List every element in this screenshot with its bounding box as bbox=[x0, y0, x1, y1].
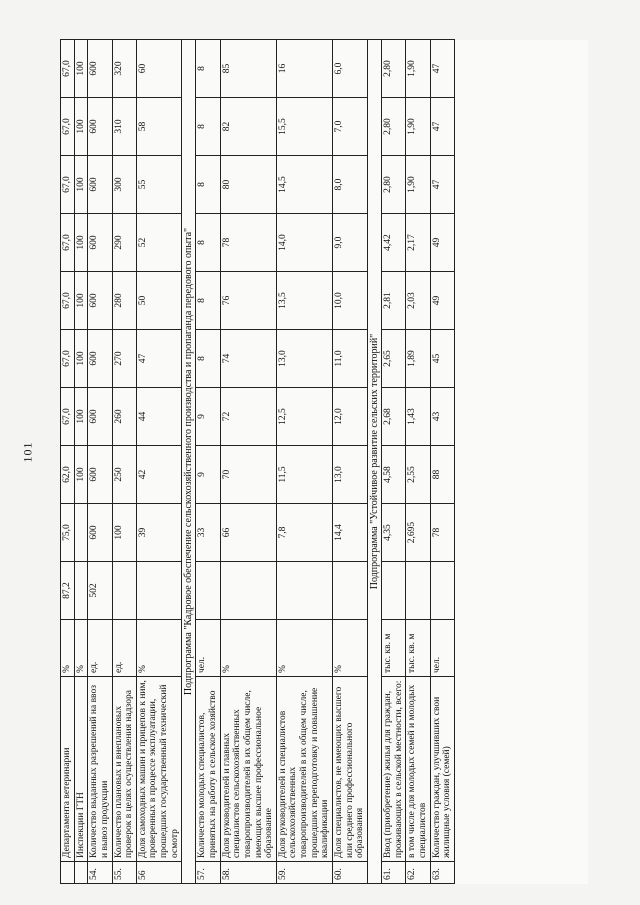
value-cell: 8 bbox=[196, 156, 220, 214]
indicator-name: Количество молодых специалистов, принятых на работу в сельское хозяйство bbox=[196, 677, 220, 862]
row-number: 55. bbox=[112, 862, 136, 884]
value-cell: 270 bbox=[112, 330, 136, 388]
unit-cell: % bbox=[220, 620, 276, 677]
value-cell: 9,0 bbox=[332, 214, 367, 272]
row-number: 61. bbox=[382, 862, 406, 884]
value-cell bbox=[220, 562, 276, 620]
value-cell: 60 bbox=[136, 40, 182, 98]
value-cell: 70 bbox=[220, 446, 276, 504]
value-cell: 13,0 bbox=[332, 446, 367, 504]
value-cell: 52 bbox=[136, 214, 182, 272]
value-cell: 4,58 bbox=[382, 446, 406, 504]
row-number: 63. bbox=[430, 862, 454, 884]
unit-cell: % bbox=[332, 620, 367, 677]
row-number: 62. bbox=[406, 862, 430, 884]
value-cell: 80 bbox=[220, 156, 276, 214]
indicator-name: Доля самоходных машин и прицепов к ним, проверенных в процессе эксплуатации, прошедших государственный технический осмотр bbox=[136, 677, 182, 862]
value-cell: 85 bbox=[220, 40, 276, 98]
value-cell: 11,0 bbox=[332, 330, 367, 388]
value-cell: 100 bbox=[74, 40, 88, 98]
value-cell: 87,2 bbox=[61, 562, 75, 620]
value-cell: 310 bbox=[112, 98, 136, 156]
value-cell: 75,0 bbox=[61, 504, 75, 562]
value-cell: 250 bbox=[112, 446, 136, 504]
value-cell: 7,8 bbox=[276, 504, 332, 562]
value-cell: 43 bbox=[430, 388, 454, 446]
unit-cell: % bbox=[136, 620, 182, 677]
value-cell: 600 bbox=[88, 504, 112, 562]
value-cell: 300 bbox=[112, 156, 136, 214]
value-cell: 13,0 bbox=[276, 330, 332, 388]
value-cell: 12,0 bbox=[332, 388, 367, 446]
indicator-name: Доля специалистов, не имеющих высшего или среднего профессионального образования bbox=[332, 677, 367, 862]
unit-cell: чел. bbox=[196, 620, 220, 677]
value-cell: 10,0 bbox=[332, 272, 367, 330]
value-cell: 44 bbox=[136, 388, 182, 446]
subprogram-heading: Подпрограмма "Устойчивое развитие сельских территорий" bbox=[367, 40, 381, 884]
value-cell: 2,03 bbox=[406, 272, 430, 330]
value-cell: 100 bbox=[74, 388, 88, 446]
value-cell: 2,68 bbox=[382, 388, 406, 446]
row-number bbox=[61, 862, 75, 884]
value-cell: 88 bbox=[430, 446, 454, 504]
value-cell bbox=[332, 562, 367, 620]
value-cell: 47 bbox=[136, 330, 182, 388]
value-cell: 67,0 bbox=[61, 214, 75, 272]
value-cell: 9 bbox=[196, 388, 220, 446]
value-cell bbox=[196, 562, 220, 620]
indicator-name: Инспекции ГТН bbox=[74, 677, 88, 862]
value-cell: 8,0 bbox=[332, 156, 367, 214]
indicator-name: в том числе для молодых семей и молодых специалистов bbox=[406, 677, 430, 862]
value-cell: 100 bbox=[74, 98, 88, 156]
value-cell: 47 bbox=[430, 156, 454, 214]
value-cell: 14,4 bbox=[332, 504, 367, 562]
value-cell: 100 bbox=[74, 156, 88, 214]
value-cell: 600 bbox=[88, 272, 112, 330]
value-cell: 2,55 bbox=[406, 446, 430, 504]
value-cell: 74 bbox=[220, 330, 276, 388]
value-cell: 8 bbox=[196, 330, 220, 388]
value-cell: 2,65 bbox=[382, 330, 406, 388]
value-cell: 2,81 bbox=[382, 272, 406, 330]
value-cell: 67,0 bbox=[61, 40, 75, 98]
value-cell bbox=[74, 562, 88, 620]
value-cell: 67,0 bbox=[61, 98, 75, 156]
row-number: 60. bbox=[332, 862, 367, 884]
value-cell: 600 bbox=[88, 214, 112, 272]
value-cell: 67,0 bbox=[61, 330, 75, 388]
value-cell bbox=[406, 562, 430, 620]
value-cell: 49 bbox=[430, 272, 454, 330]
value-cell: 100 bbox=[74, 330, 88, 388]
value-cell: 2,695 bbox=[406, 504, 430, 562]
indicator-name: Доля руководителей и специалистов сельскохозяйственных товаропроизводителей в их общем числе, прошедших переподготовку и повышение квалификации bbox=[276, 677, 332, 862]
value-cell: 600 bbox=[88, 446, 112, 504]
unit-cell: тыс. кв. м bbox=[406, 620, 430, 677]
row-number bbox=[74, 862, 88, 884]
value-cell bbox=[136, 562, 182, 620]
table-row bbox=[112, 40, 136, 884]
table-row bbox=[382, 40, 406, 884]
subprogram-heading: Подпрограмма "Кадровое обеспечение сельскохозяйственного производства и пропаганда передового опыта" bbox=[182, 40, 196, 884]
value-cell: 47 bbox=[430, 40, 454, 98]
row-number: 58. bbox=[220, 862, 276, 884]
value-cell: 13,5 bbox=[276, 272, 332, 330]
value-cell: 78 bbox=[220, 214, 276, 272]
value-cell bbox=[382, 562, 406, 620]
value-cell: 47 bbox=[430, 98, 454, 156]
row-number: 56 bbox=[136, 862, 182, 884]
value-cell: 55 bbox=[136, 156, 182, 214]
value-cell: 50 bbox=[136, 272, 182, 330]
table-row bbox=[430, 40, 454, 884]
indicator-name: Ввод (приобретение) жилья для граждан, проживающих в сельской местности, всего: bbox=[382, 677, 406, 862]
unit-cell: чел. bbox=[430, 620, 454, 677]
value-cell: 100 bbox=[74, 272, 88, 330]
value-cell: 72 bbox=[220, 388, 276, 446]
value-cell: 600 bbox=[88, 156, 112, 214]
unit-cell: % bbox=[276, 620, 332, 677]
value-cell: 82 bbox=[220, 98, 276, 156]
value-cell: 11,5 bbox=[276, 446, 332, 504]
value-cell: 12,5 bbox=[276, 388, 332, 446]
value-cell bbox=[74, 504, 88, 562]
unit-cell: % bbox=[74, 620, 88, 677]
indicator-name: Количество граждан, улучшивших свои жилищные условия (семей) bbox=[430, 677, 454, 862]
value-cell: 62,0 bbox=[61, 446, 75, 504]
row-number: 59. bbox=[276, 862, 332, 884]
value-cell: 290 bbox=[112, 214, 136, 272]
value-cell: 100 bbox=[74, 214, 88, 272]
value-cell: 67,0 bbox=[61, 156, 75, 214]
unit-cell: тыс. кв. м bbox=[382, 620, 406, 677]
table-row bbox=[276, 40, 332, 884]
value-cell: 9 bbox=[196, 446, 220, 504]
value-cell: 1,90 bbox=[406, 156, 430, 214]
table-row bbox=[61, 40, 75, 884]
value-cell: 33 bbox=[196, 504, 220, 562]
value-cell: 16 bbox=[276, 40, 332, 98]
indicator-name: Доля руководителей и главных специалистов сельскохозяйственных товаропроизводителей в их общем числе, имеющих высшее профессиональное образование bbox=[220, 677, 276, 862]
value-cell: 1,43 bbox=[406, 388, 430, 446]
value-cell: 8 bbox=[196, 40, 220, 98]
page-number: 101 bbox=[20, 441, 35, 463]
indicators-table bbox=[60, 39, 455, 884]
value-cell: 7,0 bbox=[332, 98, 367, 156]
value-cell: 1,90 bbox=[406, 98, 430, 156]
value-cell: 42 bbox=[136, 446, 182, 504]
value-cell: 49 bbox=[430, 214, 454, 272]
indicator-name: Количество выданных разрешений на ввоз и вывоз продукции bbox=[88, 677, 112, 862]
value-cell bbox=[276, 562, 332, 620]
row-number: 57. bbox=[196, 862, 220, 884]
value-cell: 280 bbox=[112, 272, 136, 330]
unit-cell: ед. bbox=[88, 620, 112, 677]
rotated-table-page bbox=[60, 40, 588, 884]
table-row bbox=[196, 40, 220, 884]
value-cell: 8 bbox=[196, 98, 220, 156]
value-cell: 4,42 bbox=[382, 214, 406, 272]
value-cell: 2,80 bbox=[382, 98, 406, 156]
subprogram-row bbox=[367, 40, 381, 884]
indicator-name: Департамента ветеринарии bbox=[61, 677, 75, 862]
value-cell: 6,0 bbox=[332, 40, 367, 98]
table-row bbox=[332, 40, 367, 884]
value-cell: 320 bbox=[112, 40, 136, 98]
value-cell: 58 bbox=[136, 98, 182, 156]
value-cell: 1,89 bbox=[406, 330, 430, 388]
value-cell: 45 bbox=[430, 330, 454, 388]
value-cell: 14,5 bbox=[276, 156, 332, 214]
value-cell bbox=[112, 562, 136, 620]
value-cell: 600 bbox=[88, 388, 112, 446]
value-cell bbox=[430, 562, 454, 620]
value-cell: 8 bbox=[196, 214, 220, 272]
value-cell: 502 bbox=[88, 562, 112, 620]
value-cell: 2,80 bbox=[382, 156, 406, 214]
value-cell: 67,0 bbox=[61, 388, 75, 446]
value-cell: 2,80 bbox=[382, 40, 406, 98]
value-cell: 600 bbox=[88, 98, 112, 156]
value-cell: 78 bbox=[430, 504, 454, 562]
table-row bbox=[74, 40, 88, 884]
value-cell: 39 bbox=[136, 504, 182, 562]
value-cell: 14,0 bbox=[276, 214, 332, 272]
table-row bbox=[136, 40, 182, 884]
value-cell: 15,5 bbox=[276, 98, 332, 156]
value-cell: 100 bbox=[74, 446, 88, 504]
value-cell: 67,0 bbox=[61, 272, 75, 330]
table-row bbox=[88, 40, 112, 884]
value-cell: 100 bbox=[112, 504, 136, 562]
row-number: 54. bbox=[88, 862, 112, 884]
subprogram-row bbox=[182, 40, 196, 884]
value-cell: 2,17 bbox=[406, 214, 430, 272]
value-cell: 66 bbox=[220, 504, 276, 562]
value-cell: 8 bbox=[196, 272, 220, 330]
table-row bbox=[406, 40, 430, 884]
indicator-name: Количество плановых и внеплановых проверок в целях осуществления надзора bbox=[112, 677, 136, 862]
value-cell: 4,35 bbox=[382, 504, 406, 562]
value-cell: 260 bbox=[112, 388, 136, 446]
value-cell: 1,90 bbox=[406, 40, 430, 98]
unit-cell: % bbox=[61, 620, 75, 677]
unit-cell: ед. bbox=[112, 620, 136, 677]
value-cell: 76 bbox=[220, 272, 276, 330]
table-row bbox=[220, 40, 276, 884]
value-cell: 600 bbox=[88, 330, 112, 388]
value-cell: 600 bbox=[88, 40, 112, 98]
